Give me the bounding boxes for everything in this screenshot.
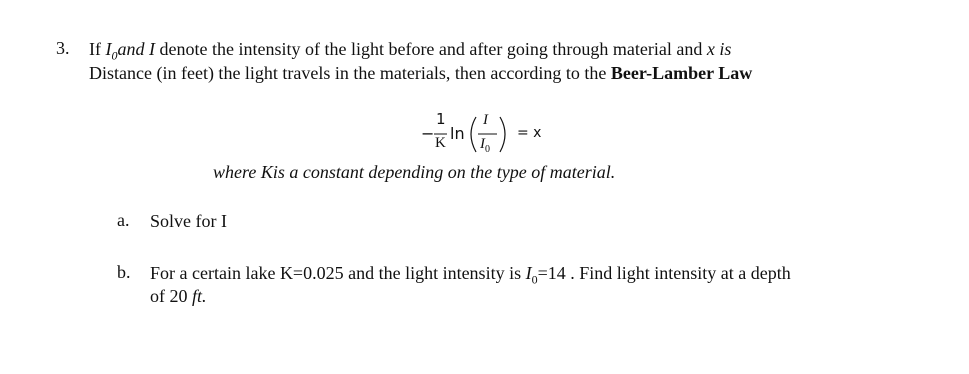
part-b-line-1-part1: For a certain lake K=0.025 and the light intensity is (150, 263, 526, 283)
question-line-2-part1: Distance (in feet) the light travels in the materials, then according to the (89, 63, 611, 83)
question-line-1-part3: denote the intensity of the light before and after going through material and (155, 39, 707, 59)
formula-k: K (435, 135, 446, 151)
formula-i0-sub: 0 (485, 144, 490, 155)
law-name: Beer-Lamber Law (610, 63, 753, 83)
formula-equals-x: = x (517, 125, 542, 141)
beer-lambert-formula (420, 104, 570, 162)
formula-one: 1 (436, 110, 446, 128)
part-b-i0 (525, 263, 538, 287)
question-line-2 (89, 62, 752, 84)
formula-i0-denominator (480, 136, 490, 155)
variable-i0-base: I (105, 39, 112, 59)
part-b-unit: ft. (192, 286, 207, 306)
part-a-text: Solve for I (150, 211, 227, 231)
part-b-label: b. (117, 262, 131, 282)
question-number: 3. (56, 38, 70, 58)
part-b-line-2 (150, 285, 207, 307)
part-b-i0-sub: 0 (531, 272, 538, 287)
formula-i0-base: I (480, 136, 485, 152)
question-line-1-part2: and I (117, 39, 155, 59)
formula-i-numerator: I (483, 112, 488, 128)
part-b-line-2-part1: of 20 (150, 286, 192, 306)
right-paren (500, 117, 505, 152)
part-b-i0-base: I (525, 263, 532, 283)
part-a-label: a. (117, 210, 130, 230)
where-statement: where Kis a constant depending on the type of material. (213, 162, 616, 182)
formula-ln: ln (450, 124, 465, 143)
question-line-1-part1: If (89, 39, 106, 59)
variable-i0 (105, 39, 118, 63)
variable-i0-sub: 0 (111, 48, 118, 63)
formula-minus: − (421, 124, 435, 143)
part-b-line-1 (150, 262, 791, 291)
left-paren (471, 117, 476, 152)
question-line-1-part4: x is (706, 39, 732, 59)
part-b-line-1-part2: =14 . Find light intensity at a depth (537, 263, 791, 283)
